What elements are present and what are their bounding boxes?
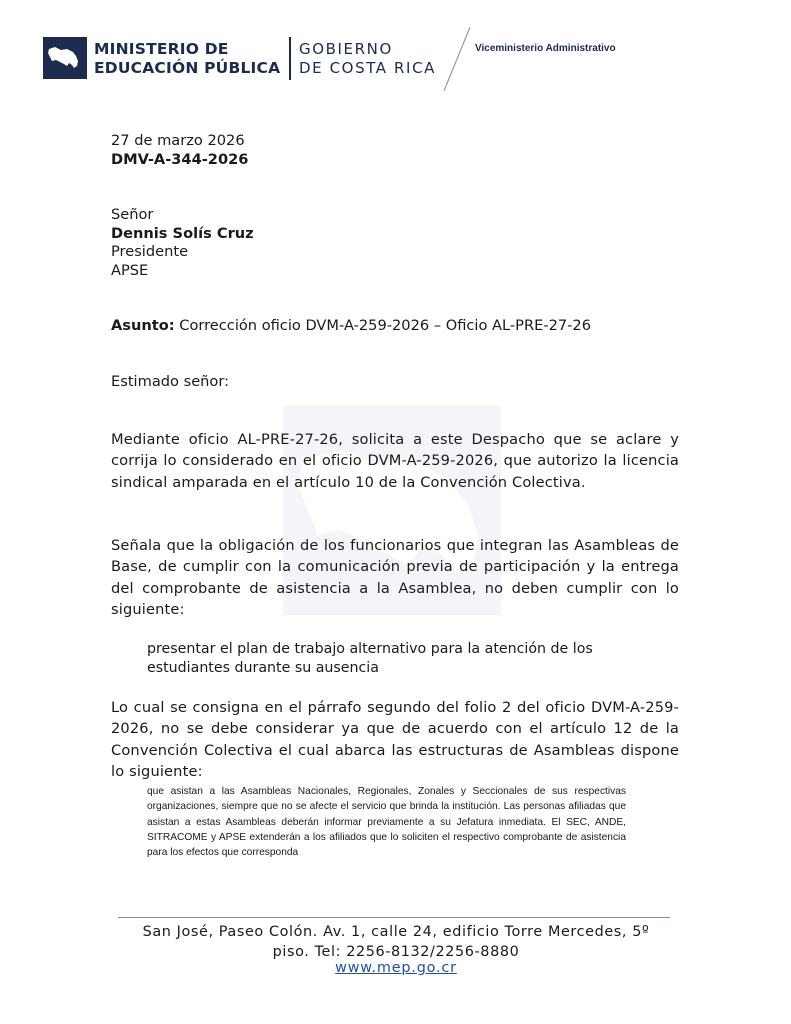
salutation-title: Señor [111,206,154,223]
gov-line-1: GOBIERNO [299,40,393,58]
body-paragraph-1: Mediante oficio AL-PRE-27-26, solicita a este Despacho que se aclare y corrija lo considerado en el oficio DVM-A-259-2026, que autorizo la licencia sindical amparada en el artículo 10 de la Convención Colectiva. [111,431,679,491]
greeting: Estimado señor: [111,373,230,390]
quoted-text-2: que asistan a las Asambleas Nacionales, Regionales, Zonales y Seccionales de sus respectivas organizaciones, siempre que no se afecte el servicio que brinda la institución. Las personas afiliadas que asistan a estas Asambleas deberán informar previamente a su Jefatura inmediata. El SEC, ANDE, SITRACOME y APSE extenderán a los afiliados que lo soliciten el respectivo comprobante de asistencia para los efectos que corresponda [147,786,626,859]
footer-address [104,922,688,962]
body-paragraph-3: Lo cual se consigna en el párrafo segundo del folio 2 del oficio DVM-A-259-2026, no se debe considerar ya que de acuerdo con el artículo 12 de la Convención Colectiva el cual abarca las estructuras de Asambleas dispone lo siguiente: [111,699,679,780]
gov-line-2: DE COSTA RICA [299,59,437,77]
recipient-org: APSE [111,262,149,279]
government-name [299,40,436,78]
letter-reference: DMV-A-344-2026 [111,151,249,168]
recipient-role: Presidente [111,243,189,260]
vice-ministry-label: Viceministerio Administrativo [475,43,616,54]
letter-date: 27 de marzo 2026 [111,132,245,149]
header-slash-divider [443,26,471,96]
body-paragraph-2: Señala que la obligación de los funcionarios que integran las Asambleas de Base, de cumplir con la comunicación previa de participación y la entrega del comprobante de asistencia a la Asamblea, no deben cumplir con lo siguiente: [111,537,679,618]
header-divider [289,37,291,80]
mep-logo [43,37,87,83]
subject-label: Asunto: [111,317,175,334]
footer-divider [118,917,670,918]
recipient-name: Dennis Solís Cruz [111,225,254,242]
footer-address-line-2: piso. Tel: 2256-8132/2256-8880 [272,944,520,960]
subject-text: Corrección oficio DVM-A-259-2026 – Oficio AL-PRE-27-26 [179,317,592,334]
footer-website [104,960,688,976]
quoted-text-1: presentar el plan de trabajo alternativo para la atención de los estudiantes durante su ausencia [147,641,593,676]
ministry-line-2: EDUCACIÓN PÚBLICA [94,59,281,77]
subject-line [111,317,591,334]
website-link[interactable]: www.mep.go.cr [335,960,457,976]
ministry-line-1: MINISTERIO DE [94,40,229,58]
ministry-name [94,40,280,78]
footer-address-line-1: San José, Paseo Colón. Av. 1, calle 24, edificio Torre Mercedes, 5º [142,924,650,940]
